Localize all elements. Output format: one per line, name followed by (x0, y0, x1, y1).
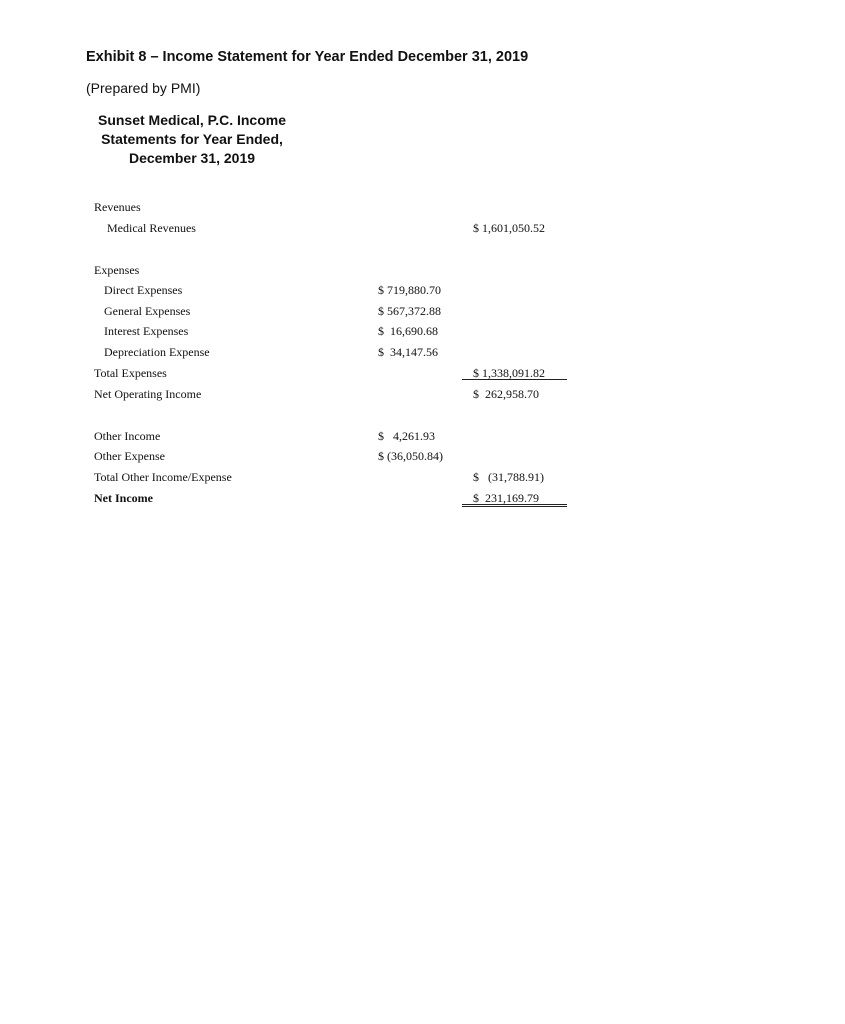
other-expense-value: $ (36,050.84) (378, 449, 443, 463)
other-income-value: $ 4,261.93 (378, 429, 435, 443)
expense-item-label: Direct Expenses (104, 283, 183, 297)
medical-revenues-label: Medical Revenues (107, 221, 196, 235)
prepared-by-note: (Prepared by PMI) (86, 80, 201, 96)
other-expense-label: Other Expense (94, 449, 165, 463)
net-operating-income-label: Net Operating Income (94, 387, 202, 401)
expense-item-value: $ 16,690.68 (378, 324, 438, 338)
other-income-label: Other Income (94, 429, 161, 443)
company-statement-title: Sunset Medical, P.C. Income Statements for Year Ended, December 31, 2019 (97, 112, 287, 166)
expenses-heading: Expenses (94, 263, 140, 277)
expense-item-value: $ 34,147.56 (378, 345, 438, 359)
exhibit-title: Exhibit 8 – Income Statement for Year Ended December 31, 2019 (86, 49, 529, 65)
medical-revenues-value: $ 1,601,050.52 (473, 221, 545, 235)
expense-item-label: General Expenses (104, 304, 191, 318)
total-expenses-value: $ 1,338,091.82 (473, 366, 545, 380)
total-other-label: Total Other Income/Expense (94, 470, 232, 484)
expense-item-label: Interest Expenses (104, 324, 189, 338)
revenues-heading: Revenues (94, 200, 141, 214)
net-operating-income-value: $ 262,958.70 (473, 387, 539, 401)
net-income-label: Net Income (94, 491, 153, 505)
expense-item-value: $ 719,880.70 (378, 283, 441, 297)
total-other-value: $ (31,788.91) (473, 470, 544, 484)
expense-item-label: Depreciation Expense (104, 345, 210, 359)
net-income-value: $ 231,169.79 (473, 491, 539, 505)
total-expenses-label: Total Expenses (94, 366, 167, 380)
expense-item-value: $ 567,372.88 (378, 304, 441, 318)
